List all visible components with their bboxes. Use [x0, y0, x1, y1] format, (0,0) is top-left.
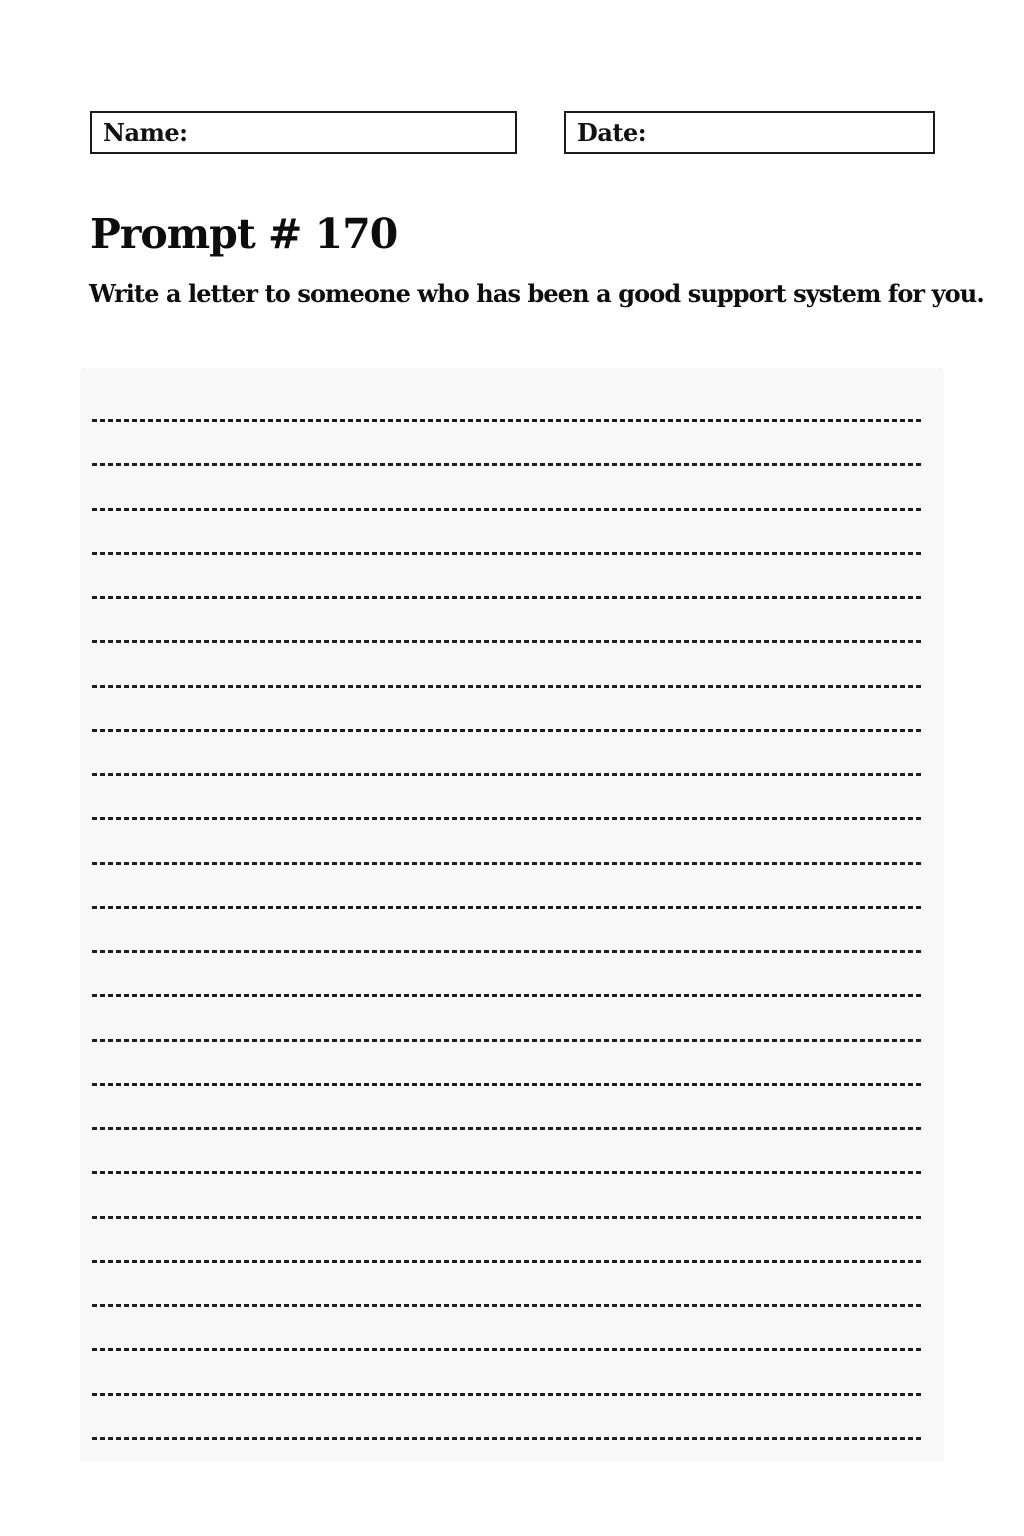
- writing-line[interactable]: [92, 1260, 922, 1263]
- writing-line[interactable]: [92, 508, 922, 511]
- writing-line[interactable]: [92, 773, 922, 776]
- writing-line[interactable]: [92, 1348, 922, 1351]
- writing-line[interactable]: [92, 1039, 922, 1042]
- writing-line[interactable]: [92, 552, 922, 555]
- writing-line[interactable]: [92, 862, 922, 865]
- writing-line[interactable]: [92, 1393, 922, 1396]
- writing-line[interactable]: [92, 729, 922, 732]
- writing-area[interactable]: [80, 368, 944, 1462]
- writing-line[interactable]: [92, 1304, 922, 1307]
- writing-line[interactable]: [92, 1083, 922, 1086]
- prompt-instruction: Write a letter to someone who has been a good support system for you.: [89, 279, 984, 308]
- writing-line[interactable]: [92, 994, 922, 997]
- page-title: Prompt # 170: [90, 210, 398, 258]
- writing-line[interactable]: [92, 463, 922, 466]
- writing-line[interactable]: [92, 1171, 922, 1174]
- name-field-box[interactable]: [90, 111, 517, 154]
- writing-line[interactable]: [92, 640, 922, 643]
- date-label: Date:: [577, 118, 647, 147]
- writing-line[interactable]: [92, 1127, 922, 1130]
- writing-line[interactable]: [92, 906, 922, 909]
- date-field-box[interactable]: [564, 111, 935, 154]
- writing-line[interactable]: [92, 596, 922, 599]
- writing-line[interactable]: [92, 950, 922, 953]
- writing-line[interactable]: [92, 1216, 922, 1219]
- writing-line[interactable]: [92, 685, 922, 688]
- writing-line[interactable]: [92, 1437, 922, 1440]
- writing-line[interactable]: [92, 817, 922, 820]
- writing-line[interactable]: [92, 419, 922, 422]
- name-label: Name:: [103, 118, 188, 147]
